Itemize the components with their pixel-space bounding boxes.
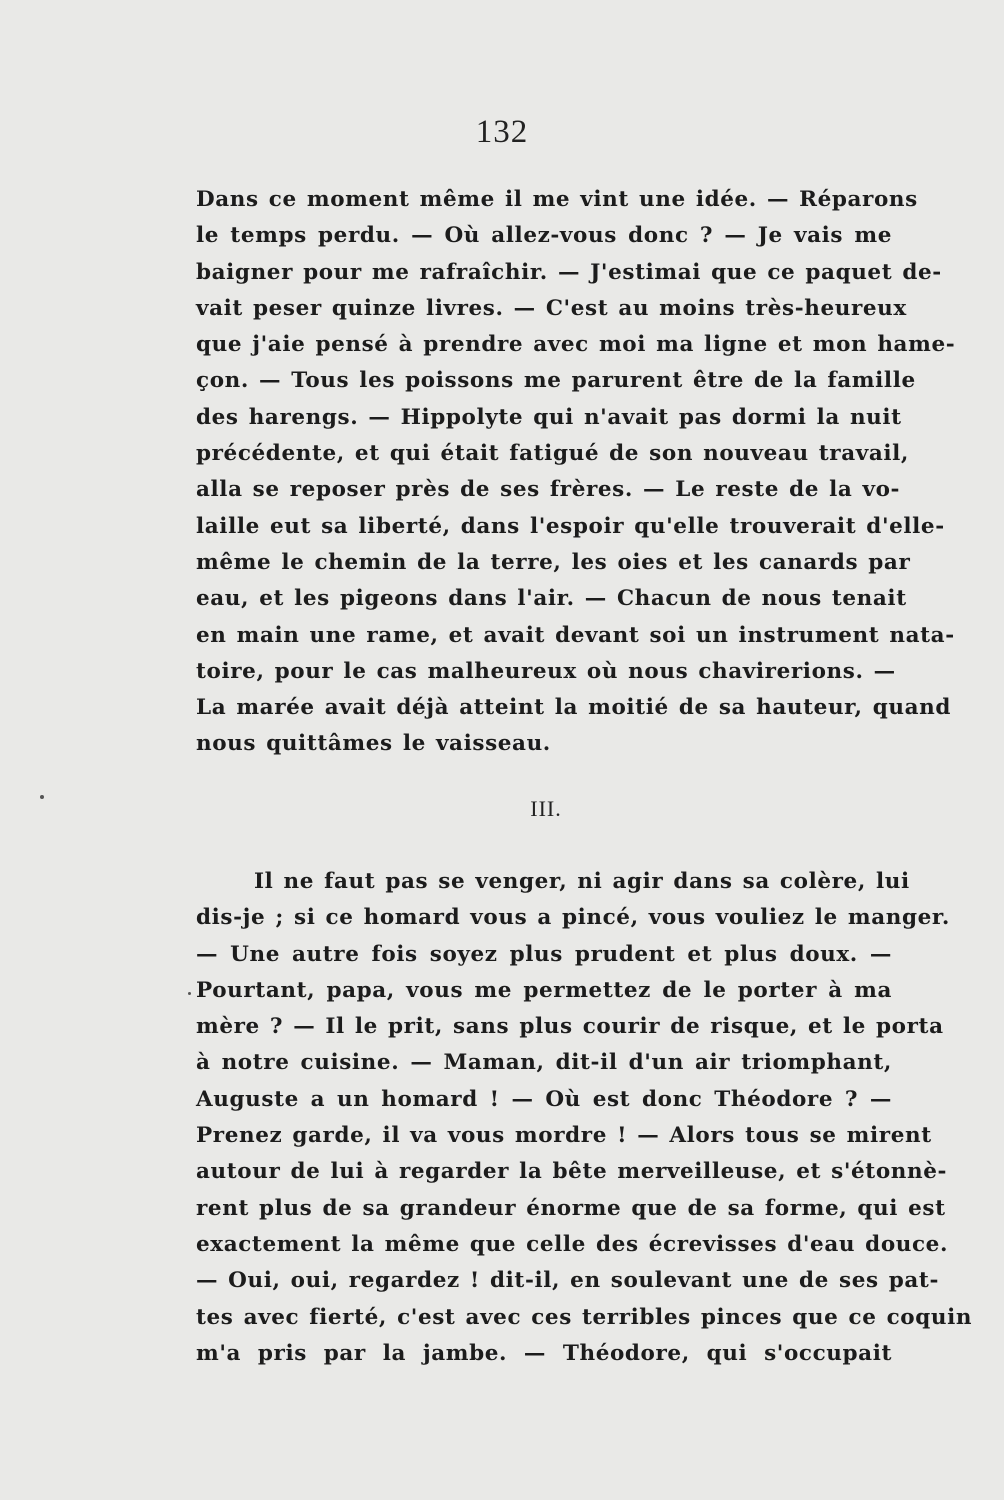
text-line: Il ne faut pas se venger, ni agir dans sa colère, lui <box>254 869 910 894</box>
page-number: 132 <box>475 114 529 150</box>
text-line: des harengs. — Hippolyte qui n'avait pas dormi la nuit <box>196 404 902 430</box>
section-heading: III. <box>530 796 562 821</box>
text-line: tes avec fierté, c'est avec ces terribles pinces que ce coquin <box>196 1304 973 1330</box>
text-line: m'a pris par la jambe. — Théodore, qui s'occupait <box>196 1340 892 1366</box>
text-line: Dans ce moment même il me vint une idée. — Réparons <box>196 187 918 212</box>
paragraph-1 <box>196 182 956 763</box>
text-line: précédente, et qui était fatigué de son nouveau travail, <box>196 441 909 467</box>
text-line: en main une rame, et avait devant soi un instrument nata- <box>196 622 955 648</box>
text-line: que j'aie pensé à prendre avec moi ma ligne et mon hame- <box>196 332 956 358</box>
text-line: même le chemin de la terre, les oies et les canards par <box>196 549 911 575</box>
text-line: eau, et les pigeons dans l'air. — Chacun de nous tenait <box>196 586 907 612</box>
text-line: le temps perdu. — Où allez-vous donc ? — Je vais me <box>196 223 892 249</box>
text-line: mère ? — Il le prit, sans plus courir de risque, et le porta <box>196 1014 944 1040</box>
text-line: — Une autre fois soyez plus prudent et plus doux. — <box>196 941 892 967</box>
text-line: exactement la même que celle des écrevisses d'eau douce. <box>196 1231 949 1257</box>
paragraph-2 <box>196 864 973 1372</box>
text-line: à notre cuisine. — Maman, dit-il d'un air triomphant, <box>196 1050 892 1076</box>
text-line: toire, pour le cas malheureux où nous chavirerions. — <box>196 658 896 684</box>
text-line: Auguste a un homard ! — Où est donc Théodore ? — <box>196 1086 892 1112</box>
text-line: rent plus de sa grandeur énorme que de sa forme, qui est <box>196 1195 946 1221</box>
paper-speck <box>188 992 191 995</box>
text-line: Pourtant, papa, vous me permettez de le porter à ma <box>196 977 892 1003</box>
text-line: La marée avait déjà atteint la moitié de sa hauteur, quand <box>196 695 951 721</box>
text-line: autour de lui à regarder la bête merveilleuse, et s'étonnè- <box>196 1159 948 1185</box>
text-line: — Oui, oui, regardez ! dit-il, en soulevant une de ses pat- <box>196 1268 939 1294</box>
text-line: nous quittâmes le vaisseau. <box>196 731 551 757</box>
text-line: vait peser quinze livres. — C'est au moins très-heureux <box>196 295 907 321</box>
paper-speck <box>40 795 44 799</box>
text-line: laille eut sa liberté, dans l'espoir qu'elle trouverait d'elle- <box>196 513 945 539</box>
text-line: çon. — Tous les poissons me parurent être de la famille <box>196 368 916 394</box>
text-line: alla se reposer près de ses frères. — Le reste de la vo- <box>196 477 901 503</box>
text-line: baigner pour me rafraîchir. — J'estimai que ce paquet de- <box>196 259 942 285</box>
text-line: dis-je ; si ce homard vous a pincé, vous vouliez le manger. <box>196 905 950 931</box>
text-line: Prenez garde, il va vous mordre ! — Alors tous se mirent <box>196 1123 932 1149</box>
